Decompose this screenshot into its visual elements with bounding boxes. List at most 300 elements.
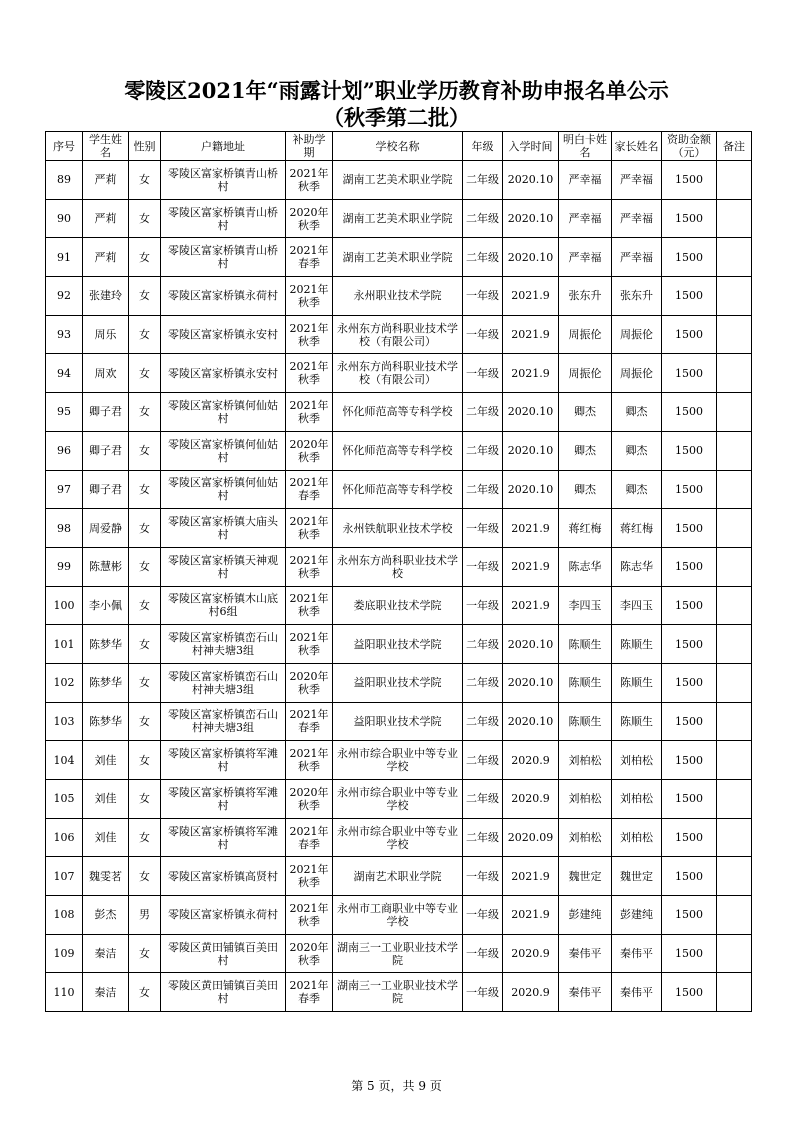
cell-index: 95	[46, 393, 83, 432]
cell-remark	[717, 818, 752, 857]
cell-student-name: 陈梦华	[83, 702, 129, 741]
cell-address: 零陵区富家桥镇高贤村	[161, 857, 286, 896]
cell-index: 109	[46, 934, 83, 973]
cell-amount: 1500	[662, 470, 717, 509]
cell-remark	[717, 315, 752, 354]
cell-semester: 2020年秋季	[286, 934, 333, 973]
cell-gender: 女	[129, 431, 161, 470]
cell-grade: 二年级	[463, 393, 503, 432]
cell-index: 100	[46, 586, 83, 625]
cell-student-name: 陈梦华	[83, 663, 129, 702]
page-footer: 第 5 页，共 9 页	[351, 1079, 442, 1093]
cell-index: 90	[46, 199, 83, 238]
cell-index: 106	[46, 818, 83, 857]
cell-semester: 2020年秋季	[286, 431, 333, 470]
cell-grade: 一年级	[463, 934, 503, 973]
page-title: 零陵区2021年“雨露计划”职业学历教育补助申报名单公示	[124, 78, 669, 103]
cell-amount: 1500	[662, 354, 717, 393]
cell-amount: 1500	[662, 741, 717, 780]
cell-amount: 1500	[662, 393, 717, 432]
table-row	[46, 741, 752, 780]
header-col-address: 户籍地址	[161, 132, 286, 161]
cell-semester: 2021年秋季	[286, 741, 333, 780]
cell-address: 零陵区富家桥镇将军滩村	[161, 818, 286, 857]
cell-card-name: 严幸福	[559, 199, 612, 238]
cell-school: 娄底职业技术学院	[333, 586, 463, 625]
cell-remark	[717, 857, 752, 896]
cell-remark	[717, 431, 752, 470]
cell-parent-name: 秦伟平	[612, 973, 662, 1012]
cell-student-name: 刘佳	[83, 780, 129, 819]
cell-student-name: 张建玲	[83, 277, 129, 316]
cell-index: 97	[46, 470, 83, 509]
header-col-amount: 资助金额（元）	[662, 132, 717, 161]
cell-amount: 1500	[662, 161, 717, 200]
cell-amount: 1500	[662, 934, 717, 973]
cell-index: 107	[46, 857, 83, 896]
cell-semester: 2021年秋季	[286, 625, 333, 664]
cell-gender: 女	[129, 161, 161, 200]
cell-remark	[717, 470, 752, 509]
table-row	[46, 161, 752, 200]
cell-parent-name: 魏世定	[612, 857, 662, 896]
header-col-student-name: 学生姓名	[83, 132, 129, 161]
subsidy-table	[45, 131, 752, 1012]
cell-enroll-date: 2021.9	[503, 315, 559, 354]
cell-student-name: 刘佳	[83, 741, 129, 780]
cell-parent-name: 卿杰	[612, 470, 662, 509]
cell-parent-name: 严幸福	[612, 161, 662, 200]
cell-address: 零陵区黄田铺镇百美田村	[161, 934, 286, 973]
cell-address: 零陵区富家桥镇峦石山村神夫塘3组	[161, 625, 286, 664]
cell-student-name: 周爱静	[83, 509, 129, 548]
cell-gender: 女	[129, 818, 161, 857]
cell-grade: 二年级	[463, 199, 503, 238]
cell-address: 零陵区富家桥镇永荷村	[161, 896, 286, 935]
cell-enroll-date: 2020.10	[503, 663, 559, 702]
cell-remark	[717, 896, 752, 935]
cell-gender: 女	[129, 702, 161, 741]
cell-address: 零陵区富家桥镇将军滩村	[161, 741, 286, 780]
table-row	[46, 586, 752, 625]
cell-card-name: 卿杰	[559, 470, 612, 509]
cell-grade: 一年级	[463, 547, 503, 586]
cell-index: 89	[46, 161, 83, 200]
cell-student-name: 卿子君	[83, 393, 129, 432]
cell-school: 湖南工艺美术职业学院	[333, 199, 463, 238]
cell-parent-name: 陈顺生	[612, 625, 662, 664]
cell-card-name: 刘柏松	[559, 818, 612, 857]
cell-index: 92	[46, 277, 83, 316]
cell-address: 零陵区富家桥镇永荷村	[161, 277, 286, 316]
cell-parent-name: 卿杰	[612, 431, 662, 470]
cell-semester: 2021年秋季	[286, 586, 333, 625]
cell-address: 零陵区富家桥镇大庙头村	[161, 509, 286, 548]
cell-index: 99	[46, 547, 83, 586]
cell-school: 怀化师范高等专科学校	[333, 393, 463, 432]
cell-semester: 2020年秋季	[286, 199, 333, 238]
cell-parent-name: 刘柏松	[612, 818, 662, 857]
cell-semester: 2021年秋季	[286, 315, 333, 354]
cell-amount: 1500	[662, 547, 717, 586]
cell-student-name: 刘佳	[83, 818, 129, 857]
cell-student-name: 陈慧彬	[83, 547, 129, 586]
cell-parent-name: 刘柏松	[612, 780, 662, 819]
cell-enroll-date: 2021.9	[503, 547, 559, 586]
cell-semester: 2020年秋季	[286, 663, 333, 702]
cell-card-name: 严幸福	[559, 161, 612, 200]
table-row	[46, 393, 752, 432]
cell-address: 零陵区富家桥镇天神观村	[161, 547, 286, 586]
cell-student-name: 严莉	[83, 161, 129, 200]
cell-student-name: 严莉	[83, 199, 129, 238]
header-col-school: 学校名称	[333, 132, 463, 161]
cell-parent-name: 秦伟平	[612, 934, 662, 973]
cell-grade: 一年级	[463, 896, 503, 935]
cell-index: 102	[46, 663, 83, 702]
cell-card-name: 周振伦	[559, 354, 612, 393]
cell-grade: 一年级	[463, 315, 503, 354]
cell-semester: 2020年秋季	[286, 780, 333, 819]
cell-school: 益阳职业技术学院	[333, 702, 463, 741]
cell-enroll-date: 2020.10	[503, 431, 559, 470]
table-row	[46, 547, 752, 586]
cell-remark	[717, 238, 752, 277]
cell-card-name: 卿杰	[559, 393, 612, 432]
cell-remark	[717, 161, 752, 200]
cell-address: 零陵区富家桥镇青山桥村	[161, 199, 286, 238]
cell-student-name: 严莉	[83, 238, 129, 277]
table-row	[46, 818, 752, 857]
cell-student-name: 彭杰	[83, 896, 129, 935]
cell-card-name: 陈志华	[559, 547, 612, 586]
cell-grade: 一年级	[463, 973, 503, 1012]
cell-remark	[717, 199, 752, 238]
table-row	[46, 315, 752, 354]
cell-amount: 1500	[662, 586, 717, 625]
table-row	[46, 238, 752, 277]
cell-index: 91	[46, 238, 83, 277]
cell-index: 105	[46, 780, 83, 819]
cell-grade: 二年级	[463, 663, 503, 702]
table-row	[46, 470, 752, 509]
table-row	[46, 857, 752, 896]
cell-parent-name: 周振伦	[612, 354, 662, 393]
cell-gender: 男	[129, 896, 161, 935]
cell-gender: 女	[129, 199, 161, 238]
cell-enroll-date: 2020.9	[503, 741, 559, 780]
cell-amount: 1500	[662, 277, 717, 316]
cell-parent-name: 蒋红梅	[612, 509, 662, 548]
cell-address: 零陵区富家桥镇青山桥村	[161, 238, 286, 277]
cell-semester: 2021年秋季	[286, 857, 333, 896]
cell-student-name: 秦洁	[83, 934, 129, 973]
table-row	[46, 702, 752, 741]
cell-address: 零陵区富家桥镇峦石山村神夫塘3组	[161, 702, 286, 741]
table-row	[46, 431, 752, 470]
table-row	[46, 896, 752, 935]
cell-enroll-date: 2020.9	[503, 973, 559, 1012]
cell-card-name: 张东升	[559, 277, 612, 316]
cell-gender: 女	[129, 586, 161, 625]
cell-index: 110	[46, 973, 83, 1012]
cell-remark	[717, 393, 752, 432]
cell-parent-name: 陈顺生	[612, 663, 662, 702]
cell-enroll-date: 2020.10	[503, 625, 559, 664]
cell-school: 湖南工艺美术职业学院	[333, 161, 463, 200]
cell-index: 108	[46, 896, 83, 935]
cell-school: 永州市综合职业中等专业学校	[333, 780, 463, 819]
cell-enroll-date: 2021.9	[503, 857, 559, 896]
table-row	[46, 354, 752, 393]
cell-card-name: 周振伦	[559, 315, 612, 354]
cell-student-name: 卿子君	[83, 470, 129, 509]
cell-enroll-date: 2021.9	[503, 354, 559, 393]
cell-grade: 一年级	[463, 354, 503, 393]
header-col-enroll-date: 入学时间	[503, 132, 559, 161]
cell-semester: 2021年秋季	[286, 277, 333, 316]
cell-enroll-date: 2021.9	[503, 896, 559, 935]
cell-card-name: 陈顺生	[559, 663, 612, 702]
cell-enroll-date: 2020.10	[503, 393, 559, 432]
cell-remark	[717, 702, 752, 741]
cell-index: 96	[46, 431, 83, 470]
table-row	[46, 973, 752, 1012]
cell-card-name: 陈顺生	[559, 702, 612, 741]
cell-gender: 女	[129, 625, 161, 664]
cell-gender: 女	[129, 663, 161, 702]
cell-enroll-date: 2020.09	[503, 818, 559, 857]
cell-school: 永州东方尚科职业技术学校	[333, 547, 463, 586]
cell-remark	[717, 741, 752, 780]
cell-gender: 女	[129, 315, 161, 354]
cell-amount: 1500	[662, 780, 717, 819]
cell-remark	[717, 973, 752, 1012]
table-row	[46, 934, 752, 973]
cell-enroll-date: 2020.10	[503, 470, 559, 509]
cell-address: 零陵区富家桥镇青山桥村	[161, 161, 286, 200]
cell-school: 益阳职业技术学院	[333, 663, 463, 702]
cell-enroll-date: 2021.9	[503, 509, 559, 548]
header-col-grade: 年级	[463, 132, 503, 161]
cell-gender: 女	[129, 470, 161, 509]
cell-school: 永州市综合职业中等专业学校	[333, 741, 463, 780]
cell-amount: 1500	[662, 315, 717, 354]
cell-amount: 1500	[662, 199, 717, 238]
cell-school: 永州职业技术学院	[333, 277, 463, 316]
table-header	[46, 132, 752, 161]
cell-amount: 1500	[662, 896, 717, 935]
cell-semester: 2021年春季	[286, 818, 333, 857]
cell-remark	[717, 625, 752, 664]
cell-student-name: 李小佩	[83, 586, 129, 625]
cell-grade: 一年级	[463, 277, 503, 316]
cell-grade: 二年级	[463, 470, 503, 509]
cell-amount: 1500	[662, 431, 717, 470]
cell-index: 93	[46, 315, 83, 354]
cell-student-name: 陈梦华	[83, 625, 129, 664]
cell-enroll-date: 2020.9	[503, 780, 559, 819]
cell-school: 益阳职业技术学院	[333, 625, 463, 664]
cell-parent-name: 陈志华	[612, 547, 662, 586]
cell-address: 零陵区富家桥镇永安村	[161, 354, 286, 393]
cell-enroll-date: 2020.9	[503, 934, 559, 973]
cell-card-name: 秦伟平	[559, 934, 612, 973]
cell-address: 零陵区富家桥镇木山底村6组	[161, 586, 286, 625]
cell-card-name: 严幸福	[559, 238, 612, 277]
cell-school: 永州市综合职业中等专业学校	[333, 818, 463, 857]
cell-gender: 女	[129, 741, 161, 780]
cell-semester: 2021年秋季	[286, 547, 333, 586]
cell-semester: 2021年春季	[286, 238, 333, 277]
cell-remark	[717, 547, 752, 586]
cell-index: 104	[46, 741, 83, 780]
cell-parent-name: 李四玉	[612, 586, 662, 625]
cell-amount: 1500	[662, 663, 717, 702]
cell-grade: 二年级	[463, 161, 503, 200]
cell-grade: 二年级	[463, 238, 503, 277]
cell-card-name: 秦伟平	[559, 973, 612, 1012]
cell-student-name: 秦洁	[83, 973, 129, 1012]
cell-amount: 1500	[662, 818, 717, 857]
cell-amount: 1500	[662, 973, 717, 1012]
cell-address: 零陵区富家桥镇何仙姑村	[161, 431, 286, 470]
cell-address: 零陵区富家桥镇峦石山村神夫塘3组	[161, 663, 286, 702]
cell-grade: 二年级	[463, 625, 503, 664]
table-body	[46, 161, 752, 1012]
cell-parent-name: 彭建纯	[612, 896, 662, 935]
cell-parent-name: 陈顺生	[612, 702, 662, 741]
cell-school: 怀化师范高等专科学校	[333, 470, 463, 509]
cell-gender: 女	[129, 393, 161, 432]
cell-gender: 女	[129, 547, 161, 586]
table-row	[46, 509, 752, 548]
cell-gender: 女	[129, 973, 161, 1012]
cell-address: 零陵区富家桥镇何仙姑村	[161, 470, 286, 509]
cell-amount: 1500	[662, 509, 717, 548]
cell-card-name: 彭建纯	[559, 896, 612, 935]
cell-gender: 女	[129, 238, 161, 277]
cell-gender: 女	[129, 857, 161, 896]
cell-student-name: 魏雯茗	[83, 857, 129, 896]
cell-amount: 1500	[662, 702, 717, 741]
cell-school: 湖南工艺美术职业学院	[333, 238, 463, 277]
cell-school: 永州市工商职业中等专业学校	[333, 896, 463, 935]
table-row	[46, 277, 752, 316]
cell-semester: 2021年春季	[286, 973, 333, 1012]
table-row	[46, 199, 752, 238]
cell-remark	[717, 354, 752, 393]
header-col-remark: 备注	[717, 132, 752, 161]
cell-parent-name: 严幸福	[612, 199, 662, 238]
cell-address: 零陵区富家桥镇何仙姑村	[161, 393, 286, 432]
cell-parent-name: 周振伦	[612, 315, 662, 354]
cell-amount: 1500	[662, 625, 717, 664]
cell-school: 怀化师范高等专科学校	[333, 431, 463, 470]
page-subtitle: （秋季第二批）	[323, 105, 470, 130]
cell-grade: 一年级	[463, 857, 503, 896]
cell-school: 永州铁航职业技术学校	[333, 509, 463, 548]
table-row	[46, 780, 752, 819]
cell-school: 永州东方尚科职业技术学校（有限公司）	[333, 354, 463, 393]
cell-semester: 2021年秋季	[286, 354, 333, 393]
cell-grade: 一年级	[463, 509, 503, 548]
cell-index: 94	[46, 354, 83, 393]
table-row	[46, 625, 752, 664]
cell-gender: 女	[129, 509, 161, 548]
cell-parent-name: 张东升	[612, 277, 662, 316]
cell-school: 湖南艺术职业学院	[333, 857, 463, 896]
cell-school: 永州东方尚科职业技术学校（有限公司）	[333, 315, 463, 354]
cell-semester: 2021年秋季	[286, 161, 333, 200]
cell-remark	[717, 934, 752, 973]
cell-grade: 二年级	[463, 702, 503, 741]
cell-semester: 2021年春季	[286, 470, 333, 509]
cell-school: 湖南三一工业职业技术学院	[333, 973, 463, 1012]
cell-student-name: 周欢	[83, 354, 129, 393]
cell-address: 零陵区富家桥镇永安村	[161, 315, 286, 354]
cell-remark	[717, 780, 752, 819]
cell-gender: 女	[129, 780, 161, 819]
cell-grade: 二年级	[463, 741, 503, 780]
cell-grade: 二年级	[463, 431, 503, 470]
cell-gender: 女	[129, 354, 161, 393]
cell-remark	[717, 509, 752, 548]
cell-card-name: 卿杰	[559, 431, 612, 470]
cell-index: 103	[46, 702, 83, 741]
header-col-index: 序号	[46, 132, 83, 161]
cell-amount: 1500	[662, 857, 717, 896]
cell-enroll-date: 2020.10	[503, 238, 559, 277]
cell-parent-name: 严幸福	[612, 238, 662, 277]
cell-enroll-date: 2020.10	[503, 199, 559, 238]
cell-enroll-date: 2020.10	[503, 702, 559, 741]
cell-parent-name: 刘柏松	[612, 741, 662, 780]
cell-parent-name: 卿杰	[612, 393, 662, 432]
cell-card-name: 魏世定	[559, 857, 612, 896]
cell-remark	[717, 663, 752, 702]
cell-gender: 女	[129, 277, 161, 316]
header-col-parent-name: 家长姓名	[612, 132, 662, 161]
cell-grade: 二年级	[463, 780, 503, 819]
cell-semester: 2021年秋季	[286, 896, 333, 935]
cell-semester: 2021年秋季	[286, 509, 333, 548]
cell-card-name: 刘柏松	[559, 741, 612, 780]
cell-amount: 1500	[662, 238, 717, 277]
cell-school: 湖南三一工业职业技术学院	[333, 934, 463, 973]
cell-gender: 女	[129, 934, 161, 973]
cell-semester: 2021年春季	[286, 702, 333, 741]
header-col-card-name: 明白卡姓名	[559, 132, 612, 161]
cell-remark	[717, 277, 752, 316]
cell-address: 零陵区黄田铺镇百美田村	[161, 973, 286, 1012]
table-row	[46, 663, 752, 702]
cell-card-name: 蒋红梅	[559, 509, 612, 548]
cell-enroll-date: 2021.9	[503, 277, 559, 316]
cell-index: 98	[46, 509, 83, 548]
cell-grade: 二年级	[463, 818, 503, 857]
header-col-semester: 补助学期	[286, 132, 333, 161]
header-col-gender: 性别	[129, 132, 161, 161]
cell-enroll-date: 2021.9	[503, 586, 559, 625]
cell-card-name: 刘柏松	[559, 780, 612, 819]
cell-card-name: 李四玉	[559, 586, 612, 625]
cell-student-name: 周乐	[83, 315, 129, 354]
cell-grade: 一年级	[463, 586, 503, 625]
cell-enroll-date: 2020.10	[503, 161, 559, 200]
cell-remark	[717, 586, 752, 625]
cell-student-name: 卿子君	[83, 431, 129, 470]
